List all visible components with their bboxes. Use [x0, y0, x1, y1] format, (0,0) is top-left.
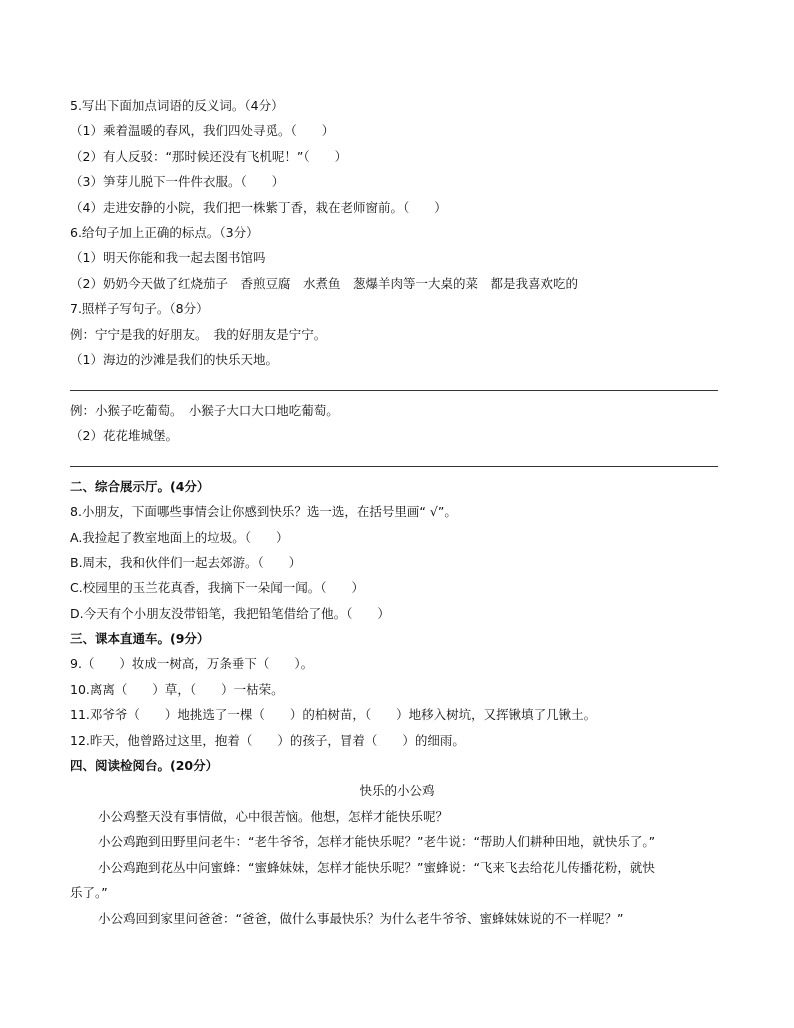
q7-example-2: 例：小猴子吃葡萄。 小猴子大口大口地吃葡萄。	[70, 403, 339, 418]
q6-item-1: （1）明天你能和我一起去图书馆吗	[70, 250, 266, 265]
q9: 9.（ ）妆成一树高，万条垂下（ ）。	[70, 656, 314, 671]
q8-title: 8.小朋友，下面哪些事情会让你感到快乐？选一选，在括号里画“ √”。	[70, 504, 457, 519]
q7-item-1: （1）海边的沙滩是我们的快乐天地。	[70, 352, 278, 367]
q12: 12.昨天，他曾路过这里，抱着（ ）的孩子，冒着（ ）的细雨。	[70, 733, 465, 748]
answer-line-2[interactable]	[70, 466, 718, 467]
q5-item-1: （1）乘着温暖的春风，我们四处寻觅。（ ）	[70, 123, 335, 138]
q6-item-2: （2）奶奶今天做了红烧茄子 香煎豆腐 水煮鱼 葱爆羊肉等一大桌的菜 都是我喜欢吃的	[70, 276, 578, 291]
q6-title: 6.给句子加上正确的标点。（3分）	[70, 225, 259, 240]
story-paragraph-1: 小公鸡整天没有事情做，心中很苦恼。他想，怎样才能快乐呢？	[98, 809, 449, 824]
q7-title: 7.照样子写句子。（8分）	[70, 301, 209, 316]
story-paragraph-3-cont: 乐了。”	[70, 885, 108, 900]
q8-option-c: C.校园里的玉兰花真香，我摘下一朵闻一闻。（ ）	[70, 580, 364, 595]
q8-option-d: D.今天有个小朋友没带铅笔，我把铅笔借给了他。（ ）	[70, 606, 390, 621]
q5-item-2: （2）有人反驳：“那时候还没有飞机呢！”（ ）	[70, 149, 348, 164]
q8-option-a: A.我捡起了教室地面上的垃圾。（ ）	[70, 530, 289, 545]
q5-item-4: （4）走进安静的小院，我们把一株紫丁香，栽在老师窗前。（ ）	[70, 200, 447, 215]
story-paragraph-3: 小公鸡跑到花丛中问蜜蜂：“蜜蜂妹妹，怎样才能快乐呢？”蜜蜂说：“飞来飞去给花儿传播花粉，就快	[98, 860, 655, 875]
section-4-heading: 四、阅读检阅台。(20分）	[70, 758, 219, 773]
story-paragraph-4: 小公鸡回到家里问爸爸：“爸爸，做什么事最快乐？为什么老牛爷爷、蜜蜂妹妹说的不一样呢？”	[98, 911, 624, 926]
story-title: 快乐的小公鸡	[359, 783, 435, 798]
q11: 11.邓爷爷（ ）地挑选了一棵（ ）的柏树苗，（ ）地移入树坑，又挥锹填了几锹土。	[70, 707, 597, 722]
answer-line-1[interactable]	[70, 390, 718, 391]
section-2-heading: 二、综合展示厅。(4分）	[70, 479, 210, 494]
q8-option-b: B.周末，我和伙伴们一起去郊游。（ ）	[70, 555, 302, 570]
story-paragraph-2: 小公鸡跑到田野里问老牛：“老牛爷爷，怎样才能快乐呢？”老牛说：“帮助人们耕种田地，就快乐了。”	[98, 834, 656, 849]
q5-item-3: （3）笋芽儿脱下一件件衣服。（ ）	[70, 174, 285, 189]
q10: 10.离离（ ）草，（ ）一枯荣。	[70, 682, 284, 697]
q5-title: 5.写出下面加点词语的反义词。（4分）	[70, 98, 284, 113]
q7-item-2: （2）花花堆城堡。	[70, 428, 178, 443]
section-3-heading: 三、课本直通车。(9分）	[70, 631, 210, 646]
q7-example-1: 例：宁宁是我的好朋友。 我的好朋友是宁宁。	[70, 327, 327, 342]
